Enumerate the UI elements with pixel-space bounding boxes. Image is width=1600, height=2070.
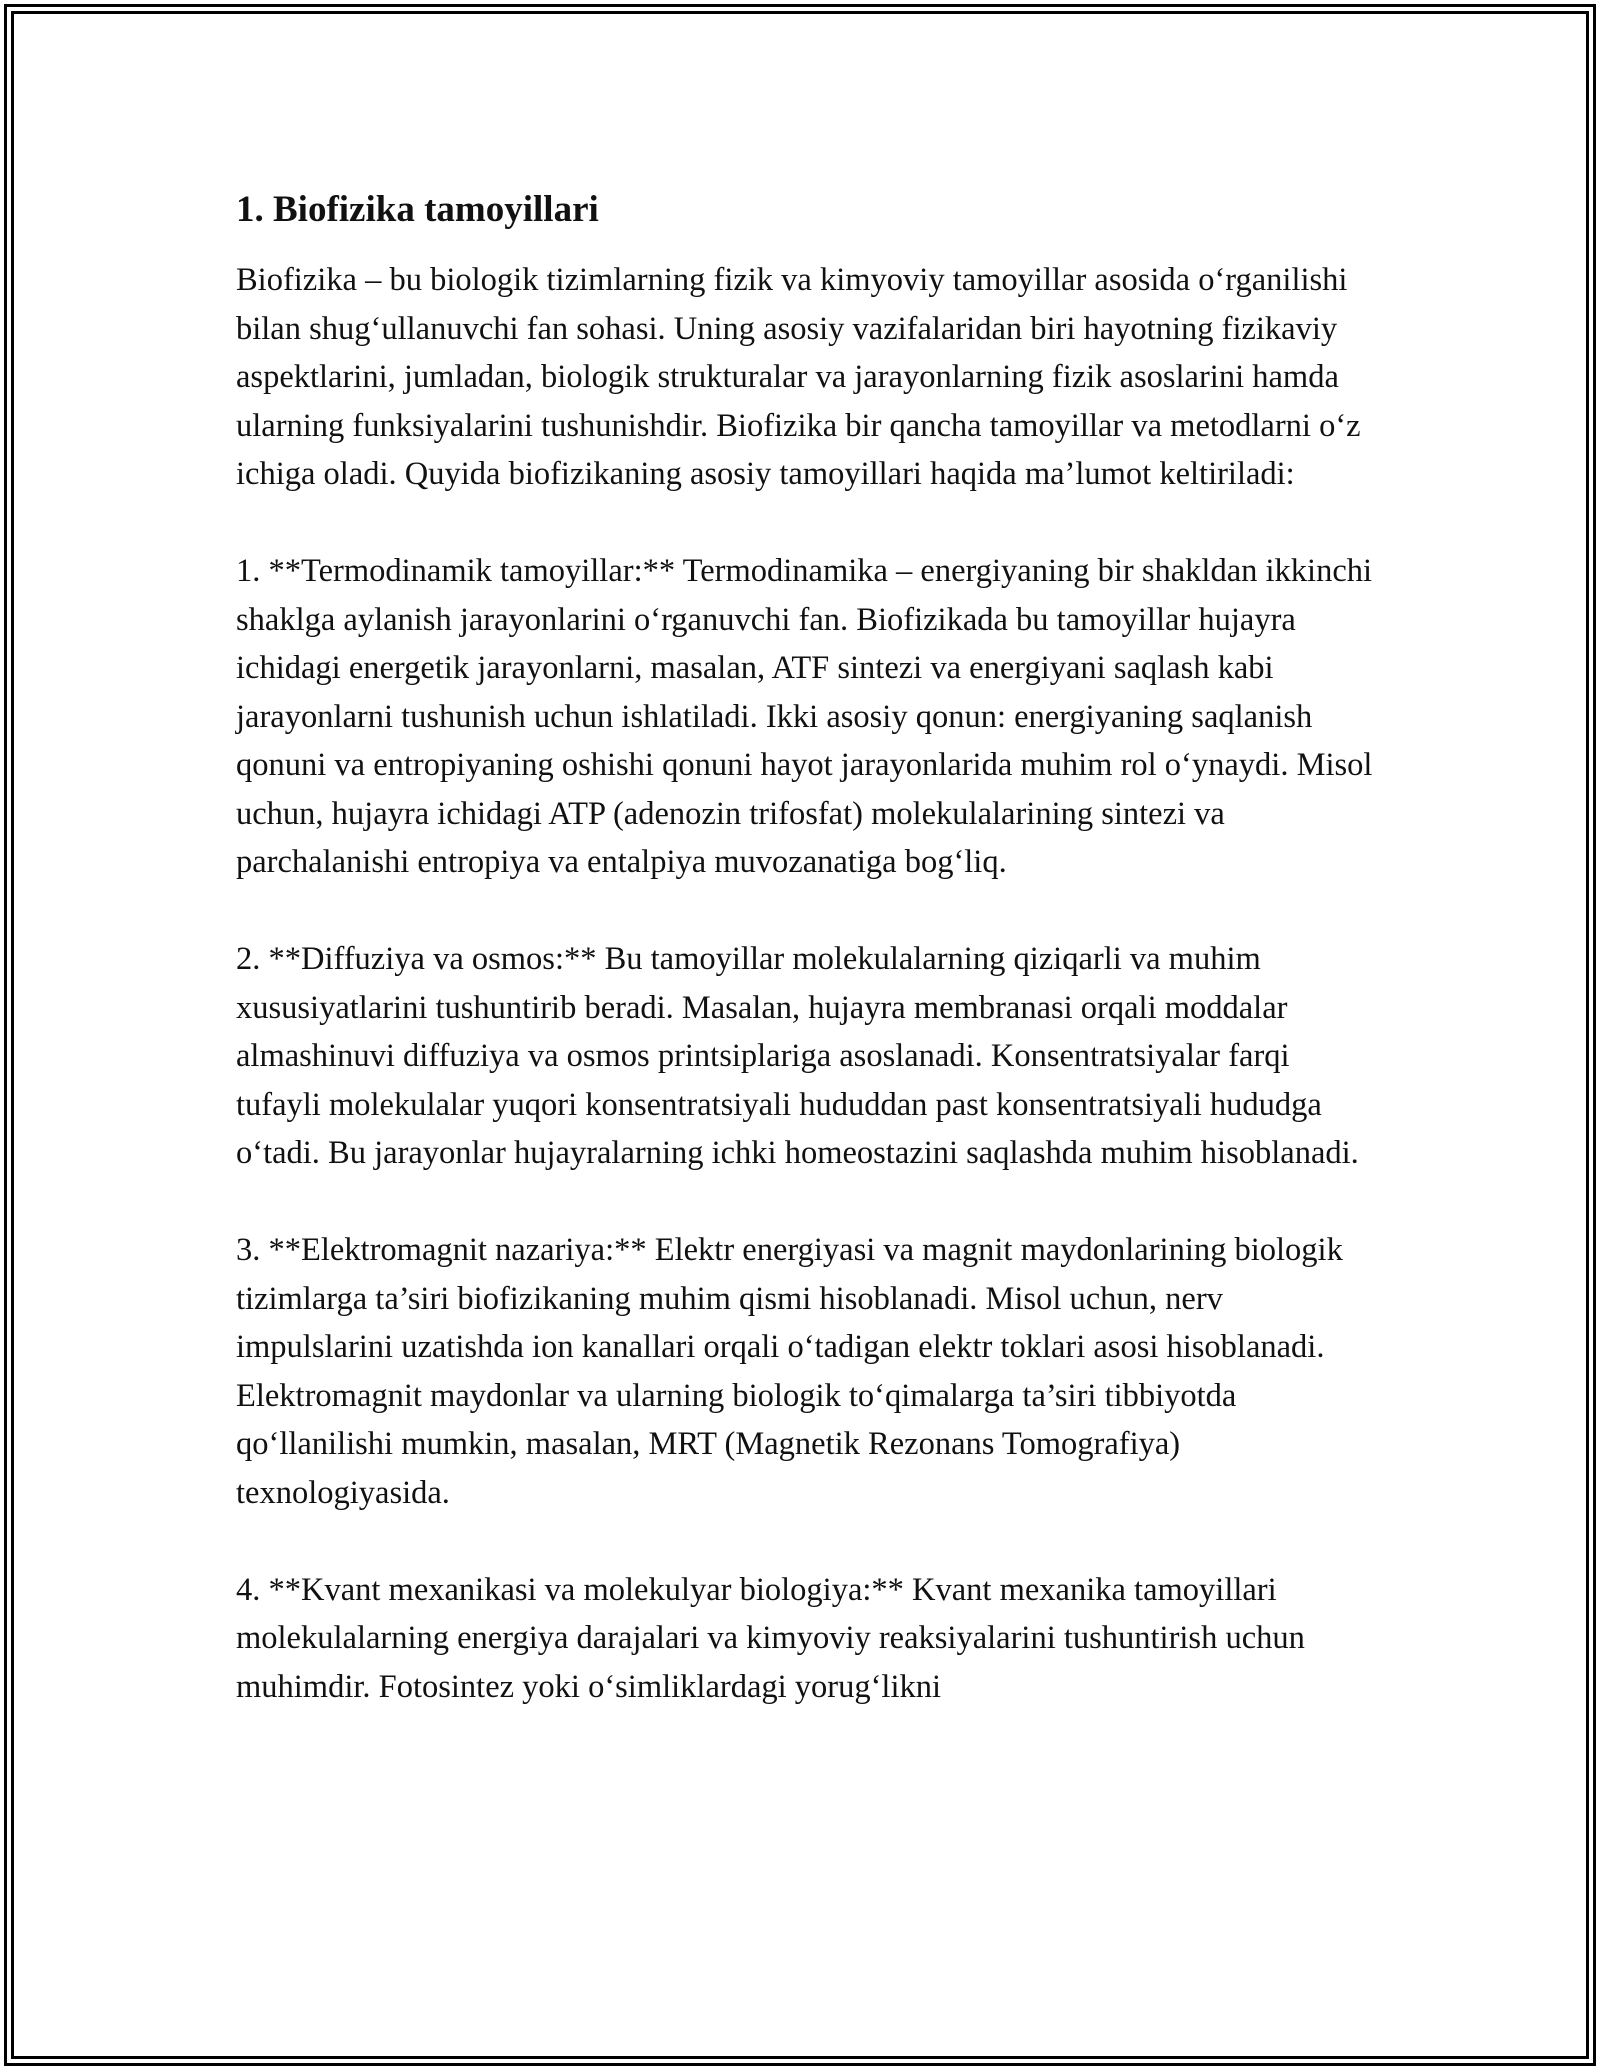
paragraph-termodinamik: 1. **Termodinamik tamoyillar:** Termodinamika – energiyaning bir shakldan ikkinchi shaklga aylanish jarayonlarini o‘rganuvchi fan. Biofizikada bu tamoyillar hujayra ichidagi energetik jarayonlarni, masalan, ATF sintezi va energiyani saqlash kabi jarayonlarni tushunish uchun ishlatiladi. Ikki asosiy qonun: energiyaning saqlanish qonuni va entropiyaning oshishi qonuni hayot jarayonlarida muhim rol o‘ynaydi. Misol uchun, hujayra ichidagi ATP (adenozin trifosfat) molekulalarining sintezi va parchalanishi entropiya va entalpiya muvozanatiga bog‘liq. xyxy=(236,553,1373,880)
paragraph-diffuziya: 2. **Diffuziya va osmos:** Bu tamoyillar molekulalarning qiziqarli va muhim xususiyatlarini tushuntirib beradi. Masalan, hujayra membranasi orqali moddalar almashinuvi diffuziya va osmos printsiplariga asoslanadi. Konsentratsiyalar farqi tufayli molekulalar yuqori konsentratsiyali hududdan past konsentratsiyali hududga o‘tadi. Bu jarayonlar hujayralarning ichki homeostazini saqlashda muhim hisoblanadi. xyxy=(236,941,1359,1171)
paragraph-kvant: 4. **Kvant mexanikasi va molekulyar biologiya:** Kvant mexanika tamoyillari molekulalarning energiya darajalari va kimyoviy reaksiyalarini tushuntirish uchun muhimdir. Fotosintez yoki o‘simliklardagi yorug‘likni xyxy=(236,1571,1305,1705)
paragraph-elektromagnit: 3. **Elektromagnit nazariya:** Elektr energiyasi va magnit maydonlarining biologik tizimlarga ta’siri biofizikaning muhim qismi hisoblanadi. Misol uchun, nerv impulslarini uzatishda ion kanallari orqali o‘tadigan elektr toklari asosi hisoblanadi. Elektromagnit maydonlar va ularning biologik to‘qimalarga ta’siri tibbiyotda qo‘llanilishi mumkin, masalan, MRT (Magnetik Rezonans Tomografiya) texnologiyasida. xyxy=(236,1232,1343,1511)
intro-paragraph: Biofizika – bu biologik tizimlarning fizik va kimyoviy tamoyillar asosida o‘rganilishi bilan shug‘ullanuvchi fan sohasi. Uning asosiy vazifalaridan biri hayotning fizikaviy aspektlarini, jumladan, biologik strukturalar va jarayonlarning fizik asoslarini hamda ularning funksiyalarini tushunishdir. Biofizika bir qancha tamoyillar va metodlarni o‘z ichiga oladi. Quyida biofizikaning asosiy tamoyillari haqida ma’lumot keltiriladi: xyxy=(236,262,1361,492)
section-heading: 1. Biofizika tamoyillari xyxy=(236,189,599,230)
document-body xyxy=(236,186,1376,1711)
